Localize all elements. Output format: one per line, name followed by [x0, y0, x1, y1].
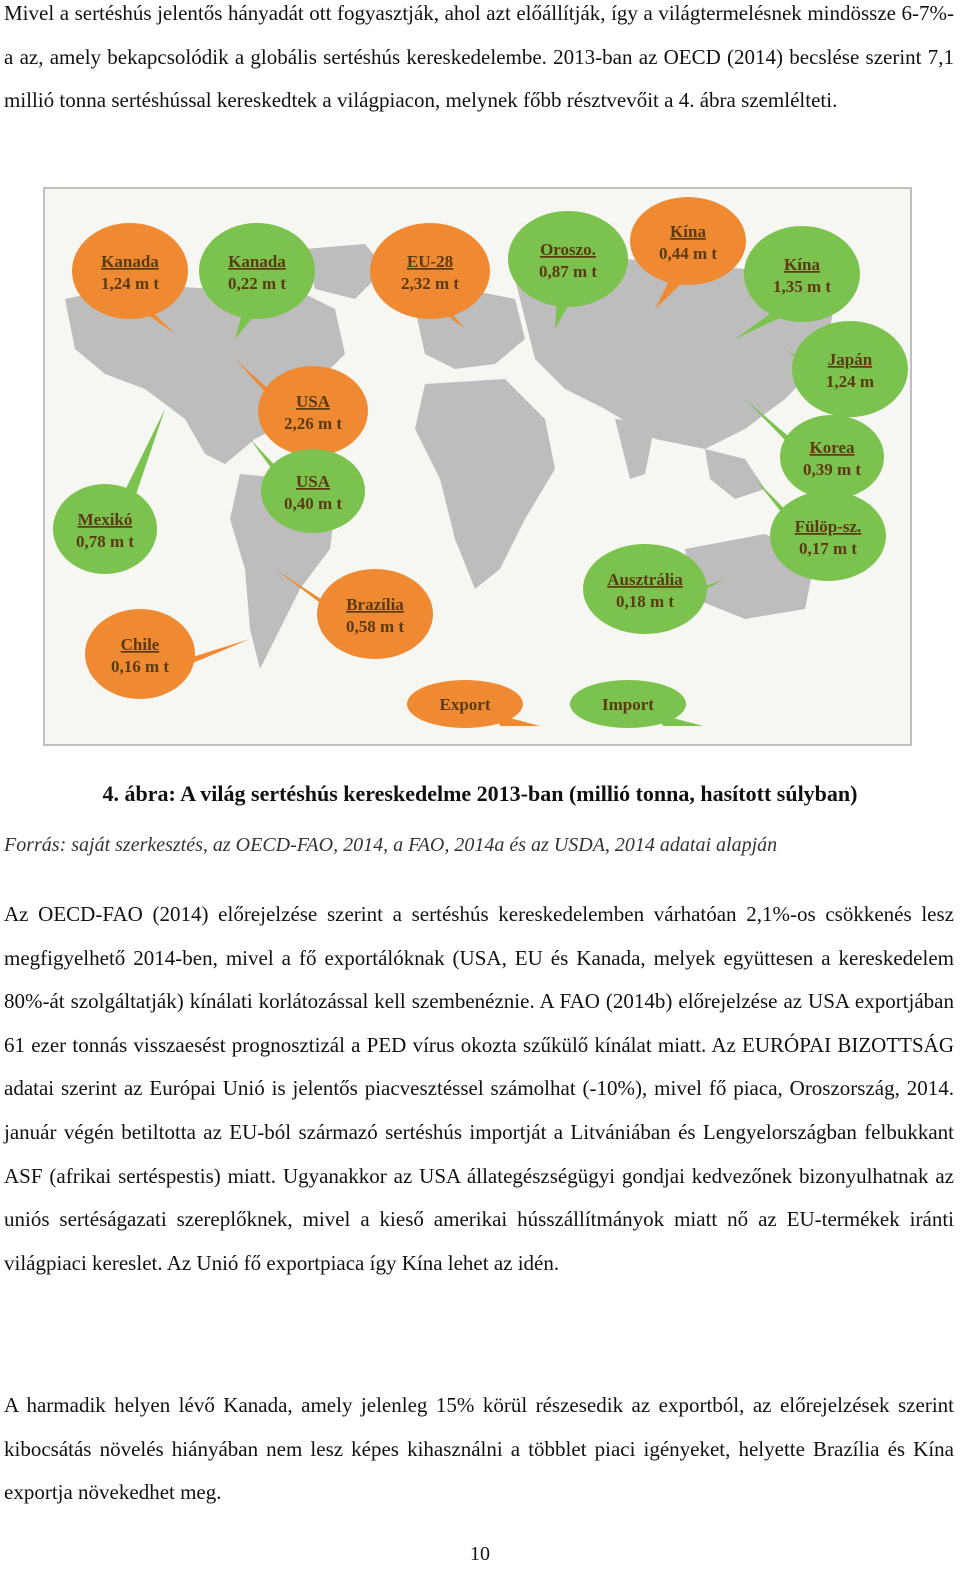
world-trade-map-figure — [43, 187, 912, 746]
bubble-shape — [258, 366, 368, 456]
bubble-value: 0,78 m t — [75, 532, 135, 551]
bubble-country: Chile — [120, 635, 160, 654]
bubble-value: 0,87 m t — [538, 262, 598, 281]
bubble-shape — [370, 223, 490, 319]
world-map — [45, 189, 910, 744]
india — [615, 419, 655, 479]
bubble-value: 0,44 m t — [658, 244, 718, 263]
bubble-value: 0,17 m t — [798, 539, 858, 558]
bubble-country: Korea — [809, 438, 855, 457]
figure-caption: 4. ábra: A világ sertéshús kereskedelme 2013-ban (millió tonna, hasított súlyban) — [102, 781, 858, 806]
bubble-value: 0,22 m t — [227, 274, 287, 293]
body-paragraph-2: Az OECD-FAO (2014) előrejelzése szerint a sertéshús kereskedelemben várhatóan 2,1%-os csökkenés lesz megfigyelhető 2014-ben, mivel a fő exportálóknak (USA, EU és Kanada, melyek együttesen a kereskedelem 80%-át szolgáltatják) kínálati korlátozással kell szembenéznie. A FAO (2014b) előrejelzése az USA exportjában 61 ezer tonnás visszaesést prognosztizál a PED vírus okozta szűkülő kínálat miatt. Az EURÓPAI BIZOTTSÁG adatai szerint az Európai Unió is jelentős piacvesztéssel számolhat (-10%), mivel fő piaca, Oroszország, 2014. január végén betiltotta az EU-ból származó sertéshús importját a Litvániában és Lengyelországban felbukkant ASF (afrikai sertéspestis) miatt. Ugyanakkor az USA állategészségügyi gondjai kedvezőnek bizonyulhatnak az uniós sertéságazati szereplőknek, mivel a kieső amerikai hússzállítmányok miatt nő az EU-termékek iránti világpiaci kereslet. Az Unió fő exportpiaca így Kína lehet az idén. — [4, 902, 954, 1275]
bubble-shape — [508, 211, 628, 307]
bubble-country: Kína — [670, 222, 706, 241]
bubble-shape — [72, 223, 188, 319]
bubble-country: USA — [295, 472, 331, 491]
intro-paragraph: Mivel a sertéshús jelentős hányadát ott fogyasztják, ahol azt előállítják, így a világtermelésnek mindössze 6-7%-a az, amely bekapcsolódik a globális sertéshús kereskedelembe. 2013-ban az OECD (2014) becslése szerint 7,1 millió tonna sertéshússal kereskedtek a világpiacon, melynek főbb résztvevőit a 4. ábra szemlélteti. — [4, 1, 954, 113]
bubble-shape — [261, 449, 365, 533]
bubble-shape — [85, 609, 195, 699]
page-number: 10 — [470, 1543, 490, 1565]
southeast-asia — [705, 449, 765, 499]
body-paragraph-3: A harmadik helyen lévő Kanada, amely jelenleg 15% körül részesedik az exportból, az előrejelzések szerint kibocsátás növelés hiányában nem lesz képes kihasználni a többlet piaci igényeket, helyette Brazília és Kína exportja növekedhet meg. — [4, 1393, 954, 1505]
bubble-value: 0,18 m t — [615, 592, 675, 611]
bubble-country: Fülöp-sz. — [794, 517, 862, 536]
africa — [415, 379, 555, 589]
bubble-shape — [583, 544, 707, 634]
legend-import — [570, 680, 703, 728]
bubble-shape — [199, 223, 315, 319]
bubble-value: 0,16 m t — [110, 657, 170, 676]
bubble-country: Kína — [784, 255, 820, 274]
bubble-country: Oroszo. — [540, 240, 596, 259]
legend-label: Export — [439, 695, 491, 714]
bubble-value: 1,35 m t — [772, 277, 832, 296]
figure-source: Forrás: saját szerkesztés, az OECD-FAO, 2014, a FAO, 2014a és az USDA, 2014 adatai alapján — [4, 834, 778, 856]
bubble-value: 2,26 m t — [283, 414, 343, 433]
bubble-value: 1,24 m t — [100, 274, 160, 293]
bubble-country: Japán — [827, 350, 873, 369]
bubble-country: USA — [295, 392, 331, 411]
bubble-country: Kanada — [228, 252, 286, 271]
bubble-value: 0,40 m t — [283, 494, 343, 513]
bubble-value: 2,32 m t — [400, 274, 460, 293]
trade-bubble-export — [85, 609, 250, 699]
bubble-country: Kanada — [101, 252, 159, 271]
trade-bubble-import — [53, 409, 165, 574]
bubble-shape — [780, 415, 884, 499]
bubble-country: EU-28 — [406, 252, 454, 271]
legend-label: Import — [602, 695, 654, 714]
bubble-country: Ausztrália — [607, 570, 683, 589]
bubble-shape — [792, 321, 908, 417]
bubble-country: Mexikó — [77, 510, 133, 529]
bubble-shape — [744, 226, 860, 322]
bubble-value: 1,24 m — [825, 372, 875, 391]
bubble-value: 0,58 m t — [345, 617, 405, 636]
bubble-value: 0,39 m t — [802, 460, 862, 479]
bubble-shape — [317, 569, 433, 659]
legend-export — [407, 680, 540, 728]
bubble-shape — [630, 197, 746, 285]
bubble-shape — [53, 484, 157, 574]
bubble-country: Brazília — [346, 595, 404, 614]
bubble-shape — [770, 491, 886, 581]
